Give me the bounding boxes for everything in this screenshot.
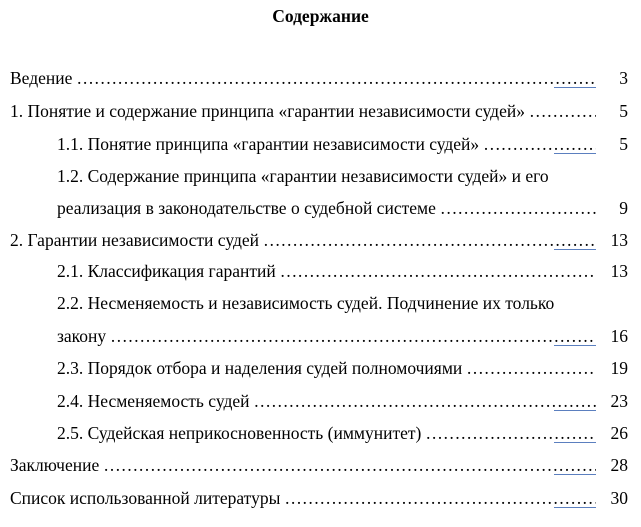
entry-text: 1. Понятие и содержание принципа «гарантии независимости судей» [10, 101, 525, 121]
dot-leader [76, 68, 596, 89]
toc-entry-2-3[interactable] [57, 358, 628, 382]
entry-text: 2.5. Судейская неприкосновенность (иммунитет) [57, 423, 422, 443]
dot-leader [483, 134, 596, 155]
page-title: Содержание [272, 6, 369, 26]
page-number: 28 [610, 455, 628, 475]
page-number: 23 [610, 391, 628, 411]
toc-entry-2-5[interactable] [57, 423, 628, 447]
page-number: 16 [610, 326, 628, 346]
toc-entry-1[interactable] [10, 101, 628, 125]
page-number: 5 [619, 134, 628, 154]
page-number: 5 [619, 101, 628, 121]
dot-leader [110, 326, 596, 347]
entry-text: 2.4. Несменяемость судей [57, 391, 250, 411]
toc-entry-1-1[interactable] [57, 134, 628, 158]
entry-text: реализация в законодательстве о судебной системе [57, 198, 436, 218]
dot-leader [254, 391, 596, 412]
entry-text: закону [57, 326, 107, 346]
page-number: 26 [610, 423, 628, 443]
entry-text: Заключение [10, 455, 100, 475]
entry-text: 2.3. Порядок отбора и наделения судей полномочиями [57, 358, 463, 378]
entry-text: Список использованной литературы [10, 488, 281, 508]
dot-leader [280, 261, 596, 282]
entry-text: Ведение [10, 68, 73, 88]
toc-entry-conclusion[interactable] [10, 455, 628, 479]
page-number: 30 [610, 488, 628, 508]
page-number: 19 [610, 358, 628, 378]
entry-text: 2.1. Классификация гарантий [57, 261, 276, 281]
page-number: 9 [619, 198, 628, 218]
toc-entry-intro[interactable] [10, 68, 628, 92]
dot-leader [103, 455, 596, 476]
dot-leader [440, 198, 596, 219]
page-number: 3 [619, 68, 628, 88]
dot-leader [466, 358, 596, 379]
dot-leader [529, 101, 596, 122]
dot-leader [425, 423, 596, 444]
toc-entry-1-2[interactable] [57, 198, 628, 222]
toc-entry-2[interactable] [10, 230, 628, 254]
toc-entry-2-2[interactable] [57, 326, 628, 350]
toc-entry-2-2-line1[interactable]: 2.2. Несменяемость и независимость судей. Подчинение их только [57, 293, 555, 313]
toc-entry-2-4[interactable] [57, 391, 628, 415]
entry-text: 2. Гарантии независимости судей [10, 230, 260, 250]
page-number: 13 [610, 230, 628, 250]
entry-text: 1.1. Понятие принципа «гарантии независимости судей» [57, 134, 480, 154]
toc-entry-references[interactable] [10, 488, 628, 512]
dot-leader [284, 488, 596, 509]
toc-entry-1-2-line1[interactable]: 1.2. Содержание принципа «гарантии независимости судей» и его [57, 166, 549, 186]
toc-entry-2-1[interactable] [57, 261, 628, 285]
page-number: 13 [610, 261, 628, 281]
dot-leader [263, 230, 596, 251]
